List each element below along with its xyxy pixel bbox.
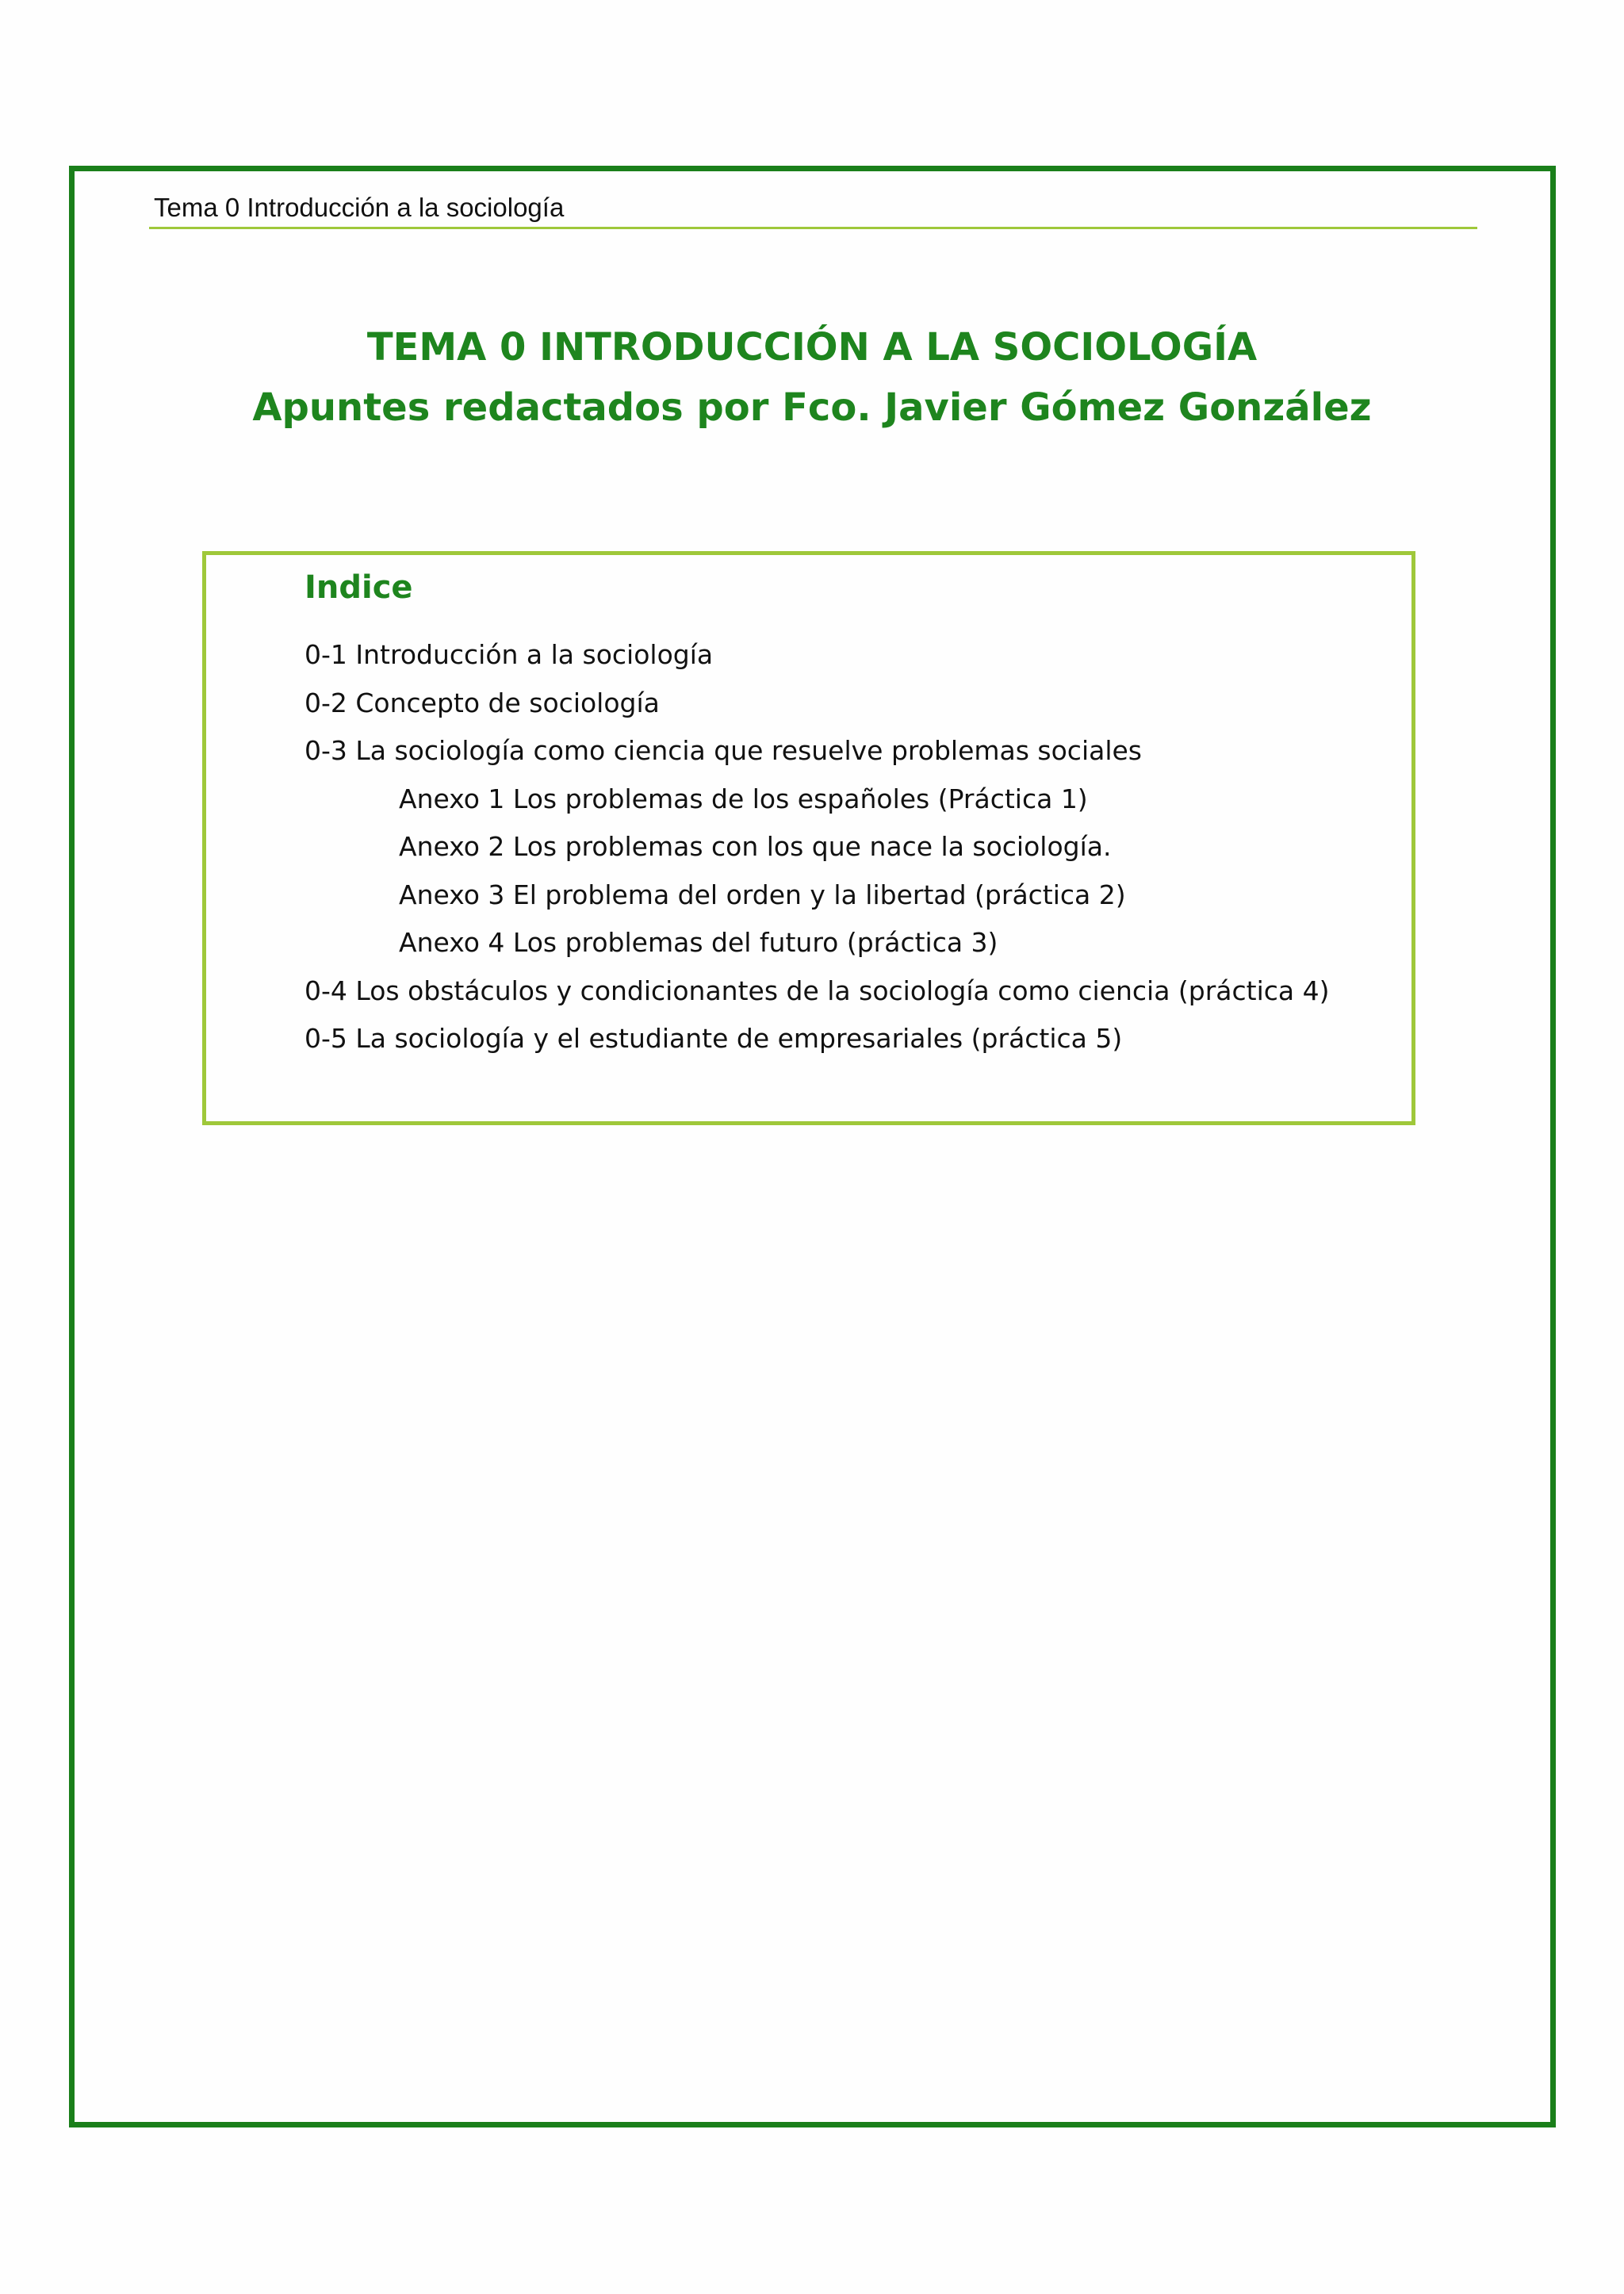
index-item: 0-5 La sociología y el estudiante de empresariales (práctica 5) [304, 1023, 1123, 1054]
document-subtitle: Apuntes redactados por Fco. Javier Gómez González [252, 385, 1372, 430]
index-annex-item: Anexo 1 Los problemas de los españoles (Práctica 1) [399, 783, 1088, 814]
index-annex-item: Anexo 4 Los problemas del futuro (práctica 3) [399, 927, 998, 958]
index-list [304, 631, 1330, 1063]
index-item: 0-3 La sociología como ciencia que resuelve problemas sociales [304, 735, 1142, 766]
page-frame [69, 166, 1556, 2127]
index-annex-item: Anexo 3 El problema del orden y la libertad (práctica 2) [399, 879, 1126, 910]
index-item: 0-4 Los obstáculos y condicionantes de la sociología como ciencia (práctica 4) [304, 975, 1330, 1006]
index-item: 0-1 Introducción a la sociología [304, 639, 714, 670]
index-item: 0-2 Concepto de sociología [304, 687, 660, 718]
document-title: TEMA 0 INTRODUCCIÓN A LA SOCIOLOGÍA [366, 325, 1258, 370]
index-annex-item: Anexo 2 Los problemas con los que nace la sociología. [399, 831, 1112, 862]
header-rule [149, 227, 1477, 229]
index-heading: Indice [304, 569, 413, 606]
running-header: Tema 0 Introducción a la sociología [154, 193, 565, 222]
